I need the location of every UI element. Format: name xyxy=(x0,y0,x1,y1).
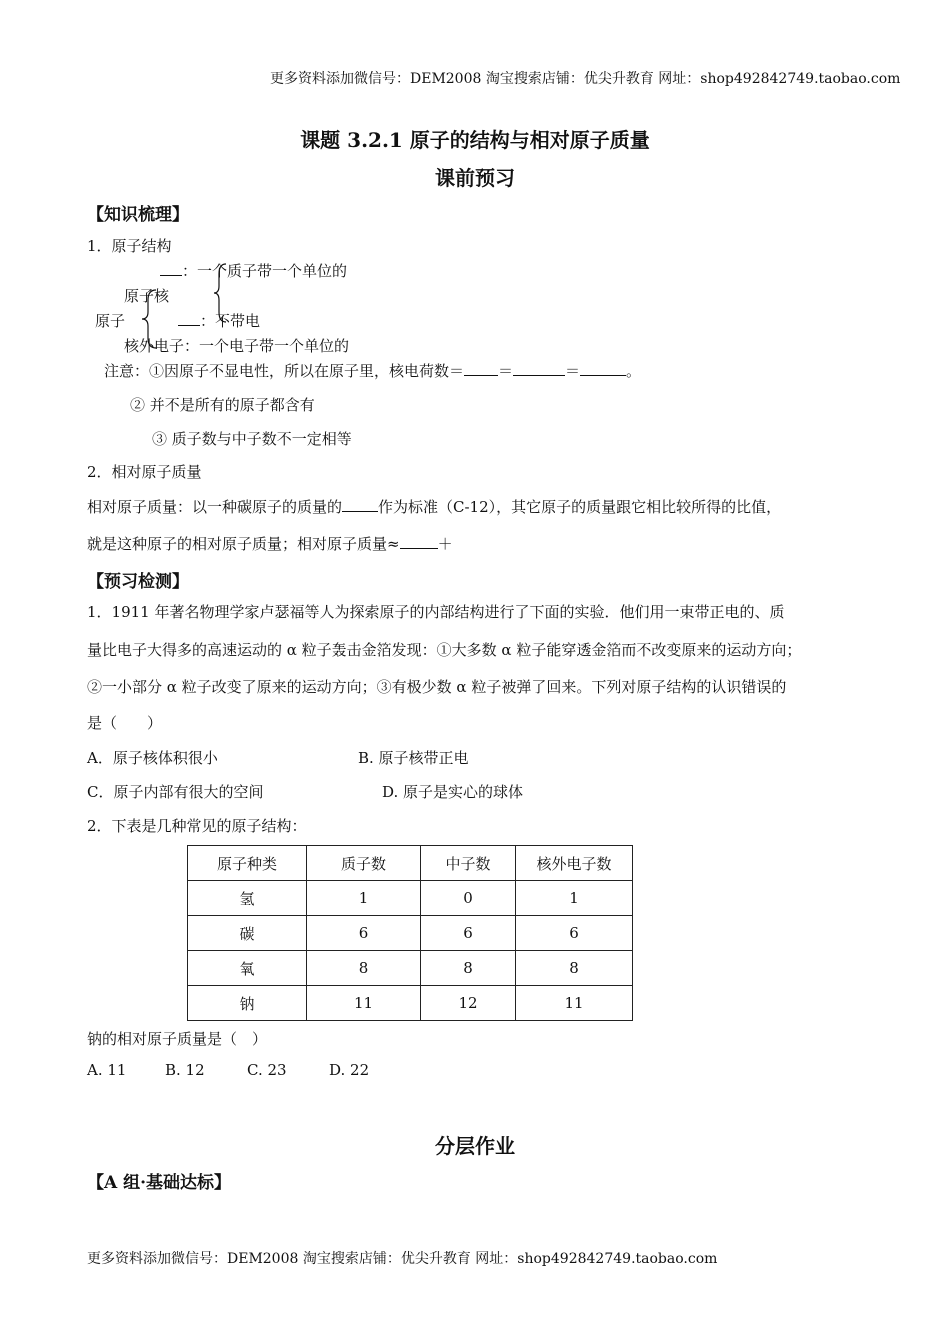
table-cell: 11 xyxy=(307,986,421,1021)
table-header: 核外电子数 xyxy=(516,846,633,881)
atom-label: 原子 xyxy=(95,312,126,330)
table-cell: 氧 xyxy=(188,951,307,986)
ram-title: 2．相对原子质量 xyxy=(87,463,202,481)
ram-line2-pre: 就是这种原子的相对原子质量；相对原子质量≈ xyxy=(87,535,400,553)
blank-1 xyxy=(464,361,498,376)
q1-line-2: 量比电子大得多的高速运动的 α 粒子轰击金箔发现：①大多数 α 粒子能穿透金箔而不改变原来的运动方向； xyxy=(87,641,802,659)
table-cell: 氢 xyxy=(188,881,307,916)
q2-option-d: D. 22 xyxy=(329,1061,370,1079)
q1-option-c: C．原子内部有很大的空间 xyxy=(87,783,264,801)
table-row xyxy=(188,951,633,986)
table-header: 质子数 xyxy=(307,846,421,881)
table-cell: 0 xyxy=(421,881,516,916)
preview-heading: 【预习检测】 xyxy=(87,572,189,592)
equals-1: ＝ xyxy=(498,362,514,380)
atom-structure-title: 1．原子结构 xyxy=(87,237,172,255)
q2-intro: 2．下表是几种常见的原子结构： xyxy=(87,817,307,835)
q2-option-c: C. 23 xyxy=(247,1061,287,1079)
table-cell: 8 xyxy=(421,951,516,986)
table-cell: 8 xyxy=(516,951,633,986)
table-cell: 钠 xyxy=(188,986,307,1021)
knowledge-heading: 【知识梳理】 xyxy=(87,205,189,225)
group-a-heading: 【A 组·基础达标】 xyxy=(87,1173,232,1193)
blank-3 xyxy=(580,361,626,376)
blank-2 xyxy=(513,361,565,376)
table-row xyxy=(188,986,633,1021)
table-cell: 12 xyxy=(421,986,516,1021)
equals-2: ＝ xyxy=(565,362,581,380)
q1-line-4: 是（ ） xyxy=(87,714,163,732)
ram-blank-2 xyxy=(400,534,438,549)
table-header-row xyxy=(188,846,633,881)
ram-blank-1 xyxy=(342,497,378,512)
table-cell: 11 xyxy=(516,986,633,1021)
table-header: 原子种类 xyxy=(188,846,307,881)
q1-line-3: ②一小部分 α 粒子改变了原来的运动方向；③有极少数 α 粒子被弹了回来。下列对原子结构的认识错误的 xyxy=(87,678,787,696)
period: 。 xyxy=(626,362,642,380)
table-header: 中子数 xyxy=(421,846,516,881)
ram-post: 作为标准（C-12），其它原子的质量跟它相比较所得的比值， xyxy=(378,498,782,516)
page-footer: 更多资料添加微信号：DEM2008 淘宝搜索店铺：优尖升教育 网址：shop492842749.taobao.com xyxy=(87,1251,718,1267)
q2-question: 钠的相对原子质量是（ ） xyxy=(87,1030,268,1048)
q1-option-d: D. 原子是实心的球体 xyxy=(382,783,524,801)
nucleus-brace-icon xyxy=(212,262,230,324)
q1-option-a: A．原子核体积很小 xyxy=(87,749,218,767)
table-cell: 8 xyxy=(307,951,421,986)
proton-line xyxy=(160,260,347,281)
q1-option-b: B. 原子核带正电 xyxy=(358,749,469,767)
note-3: ③ 质子数与中子数不一定相等 xyxy=(152,430,352,448)
atom-table xyxy=(187,845,633,1021)
section-subtitle: 课前预习 xyxy=(435,166,515,190)
neutron-text: ：不带电 xyxy=(200,312,261,330)
electron-line: 核外电子：一个电子带一个单位的 xyxy=(124,337,350,355)
ram-pre: 相对原子质量：以一种碳原子的质量的 xyxy=(87,498,343,516)
table-cell: 1 xyxy=(516,881,633,916)
nucleus-label: 原子核 xyxy=(124,287,170,305)
ram-approx xyxy=(87,533,453,554)
table-cell: 碳 xyxy=(188,916,307,951)
proton-text: ：一个质子带一个单位的 xyxy=(182,262,348,280)
note-1 xyxy=(104,360,641,381)
ram-line2-post: ＋ xyxy=(437,535,453,553)
proton-blank xyxy=(160,261,182,276)
outer-brace-icon xyxy=(140,288,160,350)
table-row xyxy=(188,916,633,951)
table-row xyxy=(188,881,633,916)
page-title: 课题 3.2.1 原子的结构与相对原子质量 xyxy=(300,128,650,152)
q2-option-a: A. 11 xyxy=(87,1061,127,1079)
q1-line-1: 1．1911 年著名物理学家卢瑟福等人为探索原子的内部结构进行了下面的实验．他们用一束带正电的、质 xyxy=(87,603,785,621)
table-cell: 6 xyxy=(516,916,633,951)
page-header: 更多资料添加微信号：DEM2008 淘宝搜索店铺：优尖升教育 网址：shop492842749.taobao.com xyxy=(270,71,901,87)
note-1-text: 注意：①因原子不显电性，所以在原子里，核电荷数＝ xyxy=(104,362,465,380)
table-cell: 6 xyxy=(421,916,516,951)
q2-option-b: B. 12 xyxy=(165,1061,205,1079)
table-cell: 6 xyxy=(307,916,421,951)
note-2: ② 并不是所有的原子都含有 xyxy=(130,396,315,414)
table-cell: 1 xyxy=(307,881,421,916)
ram-definition xyxy=(87,496,781,517)
neutron-blank xyxy=(178,311,200,326)
homework-title: 分层作业 xyxy=(435,1134,515,1158)
